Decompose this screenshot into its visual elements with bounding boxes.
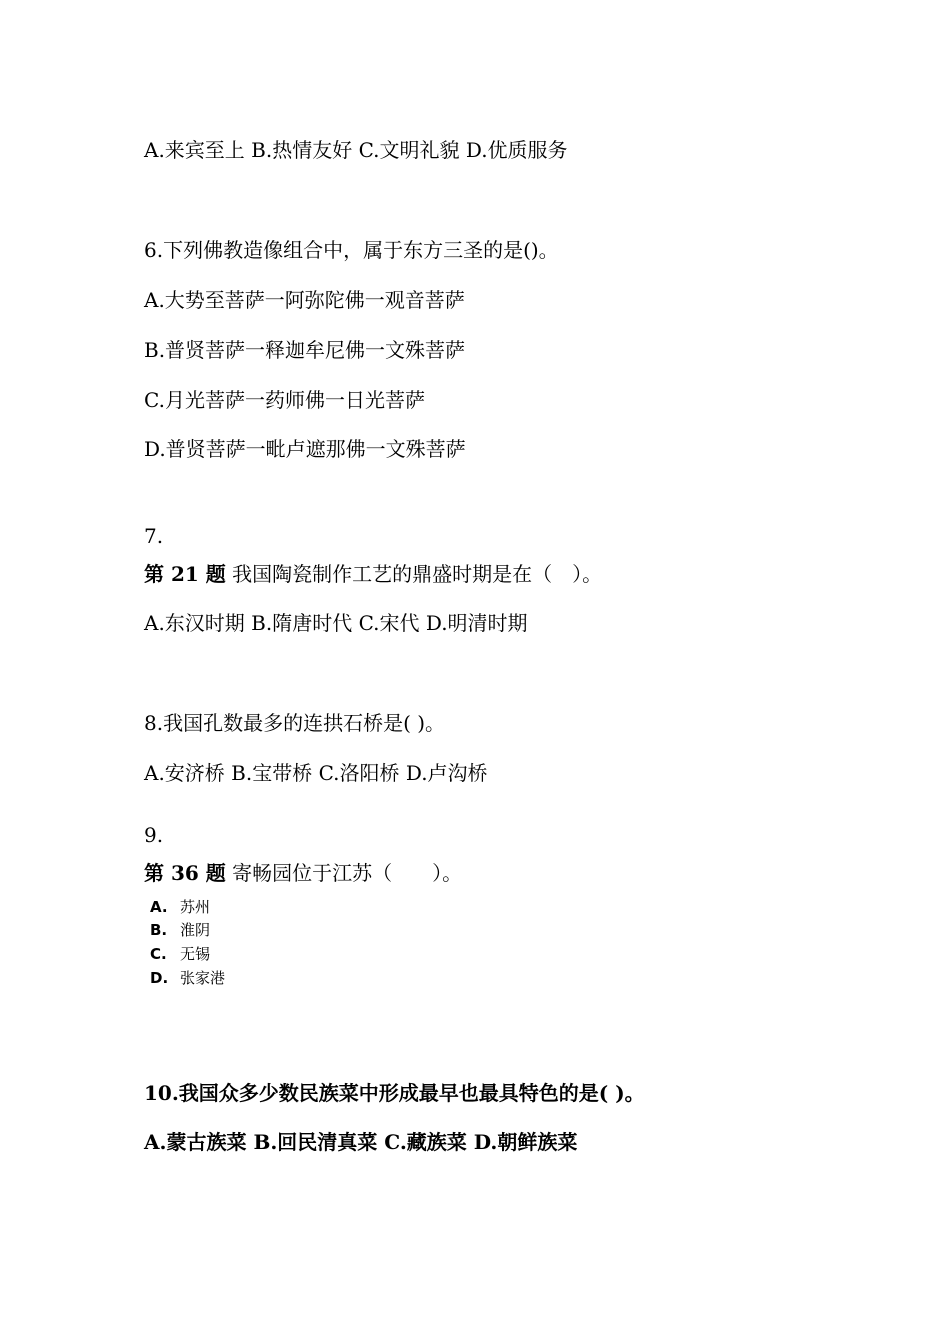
q8-options: A.安济桥 B.宝带桥 C.洛阳桥 D.卢沟桥 [144, 761, 488, 785]
q10-question: 10.我国众多少数民族菜中形成最早也最具特色的是( )。 [144, 1081, 645, 1105]
q6-option-d: D.普贤菩萨一毗卢遮那佛一文殊菩萨 [144, 437, 466, 461]
q10-options: A.蒙古族菜 B.回民清真菜 C.藏族菜 D.朝鲜族菜 [144, 1130, 578, 1154]
q9-option-b-label: B. [150, 921, 168, 939]
q6-option-c: C.月光菩萨一药师佛一日光菩萨 [144, 388, 425, 412]
q9-option-c-text: 无锡 [180, 945, 211, 963]
q9-option-a-text: 苏州 [180, 898, 211, 916]
q9-title: 第 36 题 [144, 861, 226, 885]
q9-option-b [150, 920, 210, 940]
q7-options: A.东汉时期 B.隋唐时代 C.宋代 D.明清时期 [144, 611, 528, 635]
q9-option-d [150, 968, 225, 988]
q5-options: A.来宾至上 B.热情友好 C.文明礼貌 D.优质服务 [144, 138, 568, 162]
q9-option-c [150, 944, 210, 964]
q6-option-b: B.普贤菩萨一释迦牟尼佛一文殊菩萨 [144, 338, 466, 362]
q9-number: 9. [144, 823, 164, 847]
q9-option-a-label: A. [150, 898, 168, 916]
q8-question: 8.我国孔数最多的连拱石桥是( )。 [144, 711, 446, 735]
q7-number: 7. [144, 524, 164, 548]
q9-option-d-label: D. [150, 969, 169, 987]
q9-question-line [144, 861, 462, 885]
q7-question-line [144, 562, 602, 586]
q6-option-a: A.大势至菩萨一阿弥陀佛一观音菩萨 [144, 288, 465, 312]
q6-question: 6.下列佛教造像组合中，属于东方三圣的是()。 [144, 238, 559, 262]
q7-title: 第 21 题 [144, 562, 226, 586]
q9-option-b-text: 淮阴 [180, 921, 211, 939]
q9-option-d-text: 张家港 [180, 969, 226, 987]
q9-option-a [150, 897, 210, 917]
q9-option-c-label: C. [150, 945, 167, 963]
q9-question: 寄畅园位于江苏（ ）。 [225, 861, 463, 885]
q7-question: 我国陶瓷制作工艺的鼎盛时期是在（ ）。 [225, 562, 603, 586]
